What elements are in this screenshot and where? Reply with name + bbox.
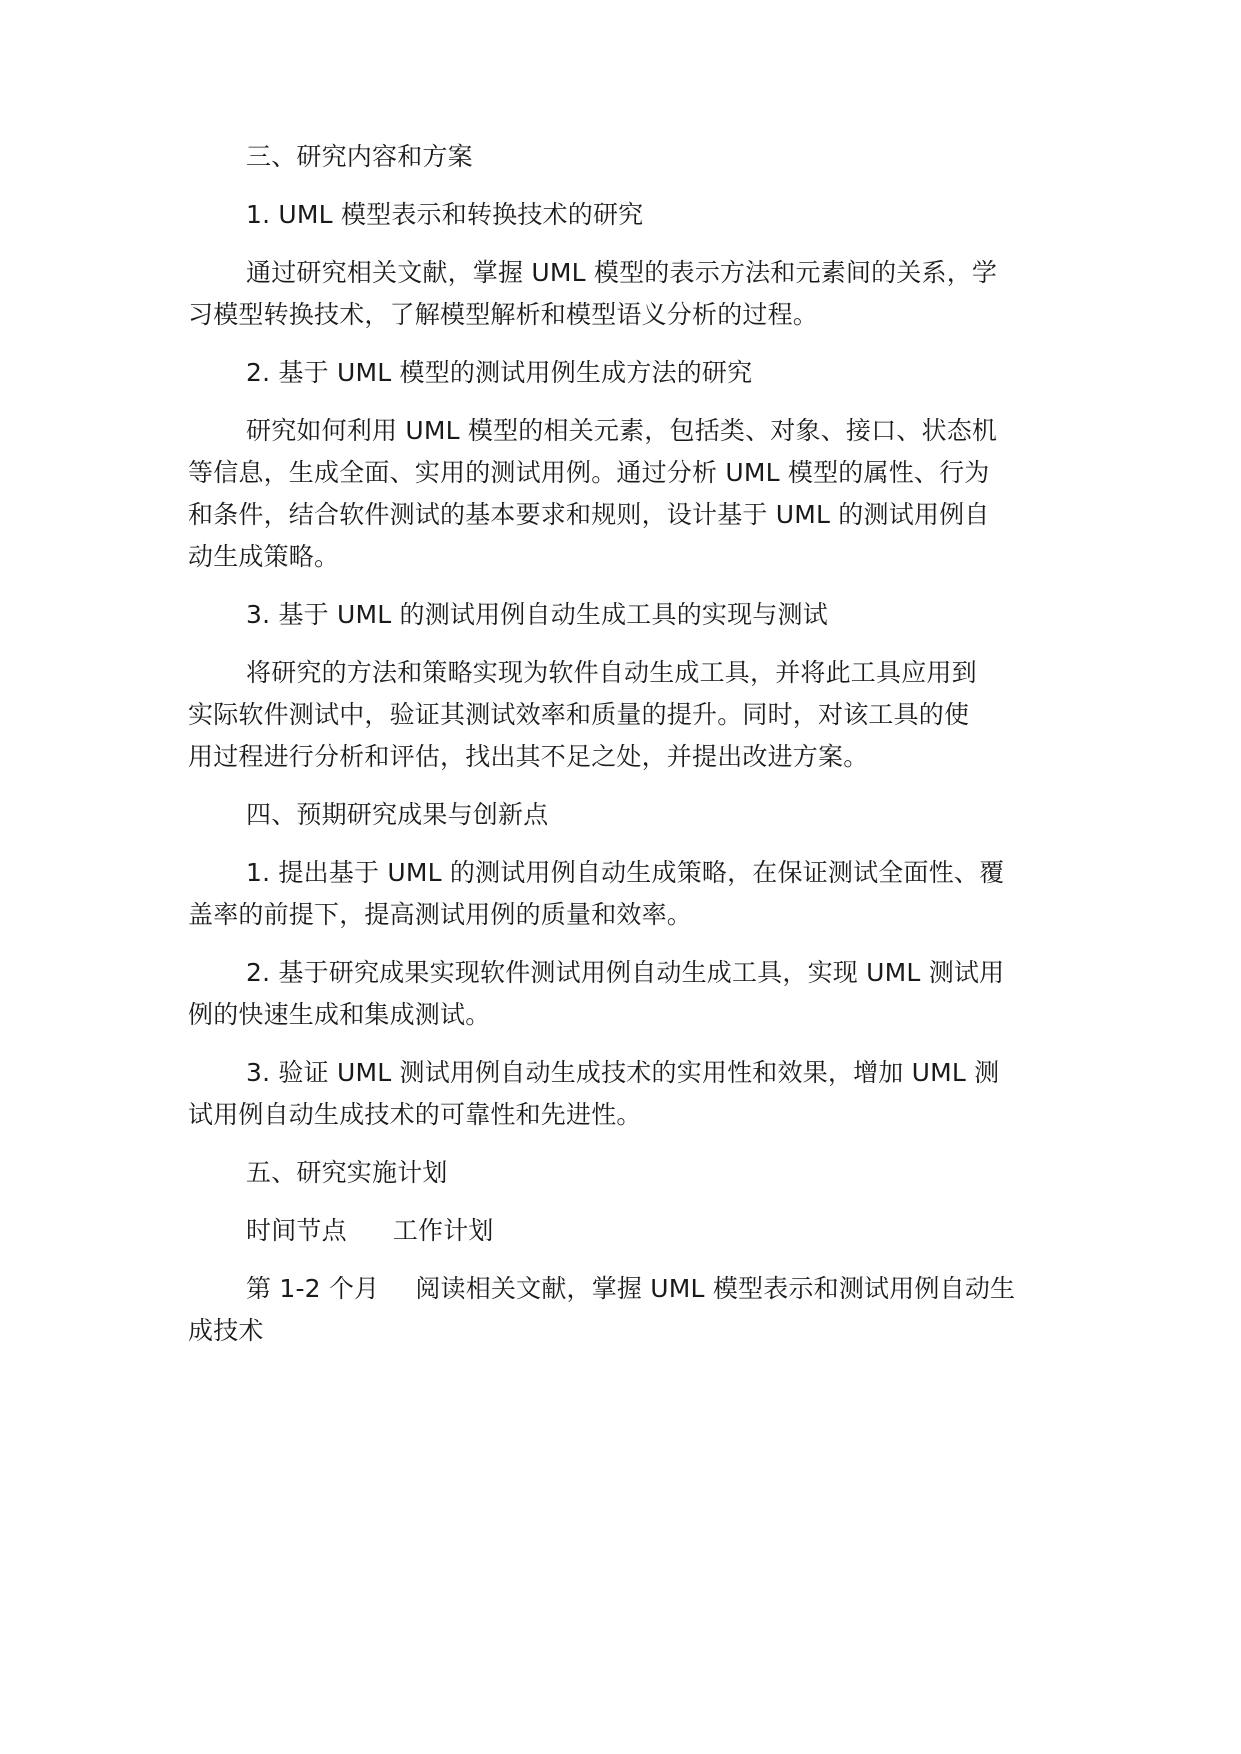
paragraph-3-3-line-2: 实际软件测试中，验证其测试效率和质量的提升。同时，对该工具的使 [188,700,970,729]
outcome-2-line-1: 2. 基于研究成果实现软件测试用例自动生成工具，实现 UML 测试用 [246,958,1005,987]
subsection-heading-3-1: 1. UML 模型表示和转换技术的研究 [246,200,644,229]
outcome-3-line-2: 试用例自动生成技术的可靠性和先进性。 [188,1100,642,1129]
plan-row-1-line-1 [246,1266,1050,1312]
paragraph-3-2-line-1: 研究如何利用 UML 模型的相关元素，包括类、对象、接口、状态机 [246,416,998,445]
outcome-3-line-1: 3. 验证 UML 测试用例自动生成技术的实用性和效果，增加 UML 测 [246,1058,1000,1087]
plan-header-task: 工作计划 [392,1216,494,1245]
plan-header-time: 时间节点 [246,1216,347,1245]
section-heading-3: 三、研究内容和方案 [246,142,473,171]
outcome-2-line-2: 例的快速生成和集成测试。 [188,1000,491,1029]
paragraph-3-1-line-1: 通过研究相关文献，掌握 UML 模型的表示方法和元素间的关系，学 [246,258,998,287]
plan-row-1-line-2: 成技术 [188,1316,264,1345]
paragraph-3-1-line-2: 习模型转换技术，了解模型解析和模型语义分析的过程。 [188,300,819,329]
outcome-1-line-1: 1. 提出基于 UML 的测试用例自动生成策略，在保证测试全面性、覆 [246,858,1005,887]
paragraph-3-3-line-3: 用过程进行分析和评估，找出其不足之处，并提出改进方案。 [188,742,869,771]
subsection-heading-3-2: 2. 基于 UML 模型的测试用例生成方法的研究 [246,358,753,387]
paragraph-3-2-line-4: 动生成策略。 [188,542,340,571]
outcome-1-line-2: 盖率的前提下，提高测试用例的质量和效率。 [188,900,693,929]
subsection-heading-3-3: 3. 基于 UML 的测试用例自动生成工具的实现与测试 [246,600,828,629]
section-heading-5: 五、研究实施计划 [246,1158,448,1187]
paragraph-3-3-line-1: 将研究的方法和策略实现为软件自动生成工具，并将此工具应用到 [246,658,977,687]
paragraph-3-2-line-3: 和条件，结合软件测试的基本要求和规则，设计基于 UML 的测试用例自 [188,500,990,529]
plan-row-1-task: 阅读相关文献，掌握 UML 模型表示和测试用例自动生 [415,1274,1016,1303]
plan-header-row [246,1208,1050,1254]
plan-row-1-time: 第 1-2 个月 [246,1274,380,1303]
paragraph-3-2-line-2: 等信息，生成全面、实用的测试用例。通过分析 UML 模型的属性、行为 [188,458,990,487]
section-heading-4: 四、预期研究成果与创新点 [246,800,549,829]
